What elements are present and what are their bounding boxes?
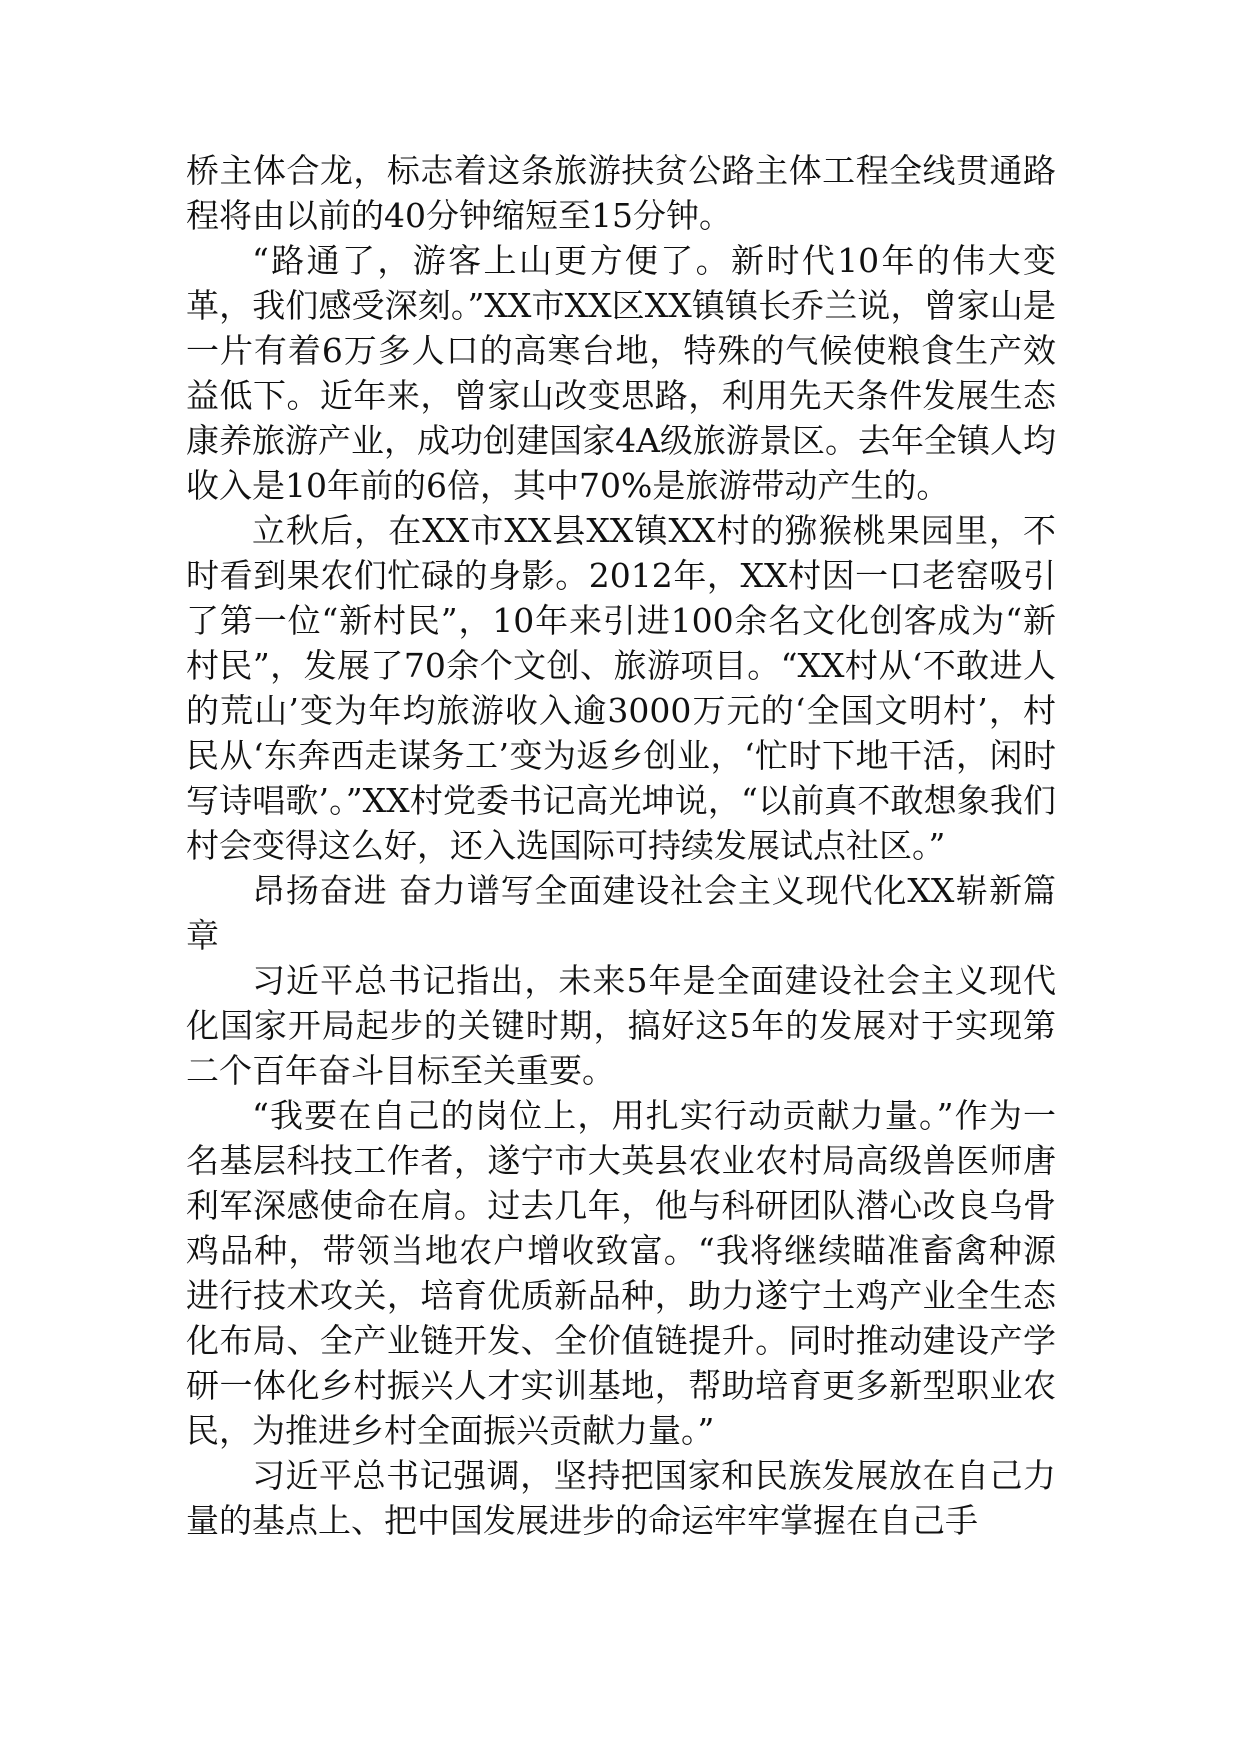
paragraph-4: 习近平总书记指出，未来5年是全面建设社会主义现代化国家开局起步的关键时期，搞好这5年的发展对于实现第二个百年奋斗目标至关重要。: [186, 961, 1056, 1090]
paragraph-3: 立秋后，在XX市XX县XX镇XX村的猕猴桃果园里，不时看到果农们忙碌的身影。2012年，XX村因一口老窑吸引了第一位“新村民”，10年来引进100余名文化创客成为“新村民”，发展了70余个文创、旅游项目。“XX村从‘不敢进人的荒山’变为年均旅游收入逾3000万元的‘全国文明村’，村民从‘东奔西走谋务工’变为返乡创业，‘忙时下地干活，闲时写诗唱歌’。”XX村党委书记高光坤说，“以前真不敢想象我们村会变得这么好，还入选国际可持续发展试点社区。”: [186, 511, 1056, 865]
paragraph-5: “我要在自己的岗位上，用扎实行动贡献力量。”作为一名基层科技工作者，遂宁市大英县农业农村局高级兽医师唐利军深感使命在肩。过去几年，他与科研团队潜心改良乌骨鸡品种，带领当地农户增收致富。“我将继续瞄准畜禽种源进行技术攻关，培育优质新品种，助力遂宁土鸡产业全生态化布局、全产业链开发、全价值链提升。同时推动建设产学研一体化乡村振兴人才实训基地，帮助培育更多新型职业农民，为推进乡村全面振兴贡献力量。”: [186, 1096, 1056, 1450]
paragraph-2: “路通了，游客上山更方便了。新时代10年的伟大变革，我们感受深刻。”XX市XX区XX镇镇长乔兰说，曾家山是一片有着6万多人口的高寒台地，特殊的气候使粮食生产效益低下。近年来，曾家山改变思路，利用先天条件发展生态康养旅游产业，成功创建国家4A级旅游景区。去年全镇人均收入是10年前的6倍，其中70%是旅游带动产生的。: [186, 241, 1056, 505]
section-heading: 昂扬奋进 奋力谱写全面建设社会主义现代化XX崭新篇章: [186, 871, 1056, 955]
paragraph-6: 习近平总书记强调，坚持把国家和民族发展放在自己力量的基点上、把中国发展进步的命运牢牢掌握在自己手: [186, 1456, 1056, 1540]
paragraph-1: 桥主体合龙，标志着这条旅游扶贫公路主体工程全线贯通路程将由以前的40分钟缩短至15分钟。: [186, 151, 1056, 235]
document-body: [186, 148, 1056, 1543]
